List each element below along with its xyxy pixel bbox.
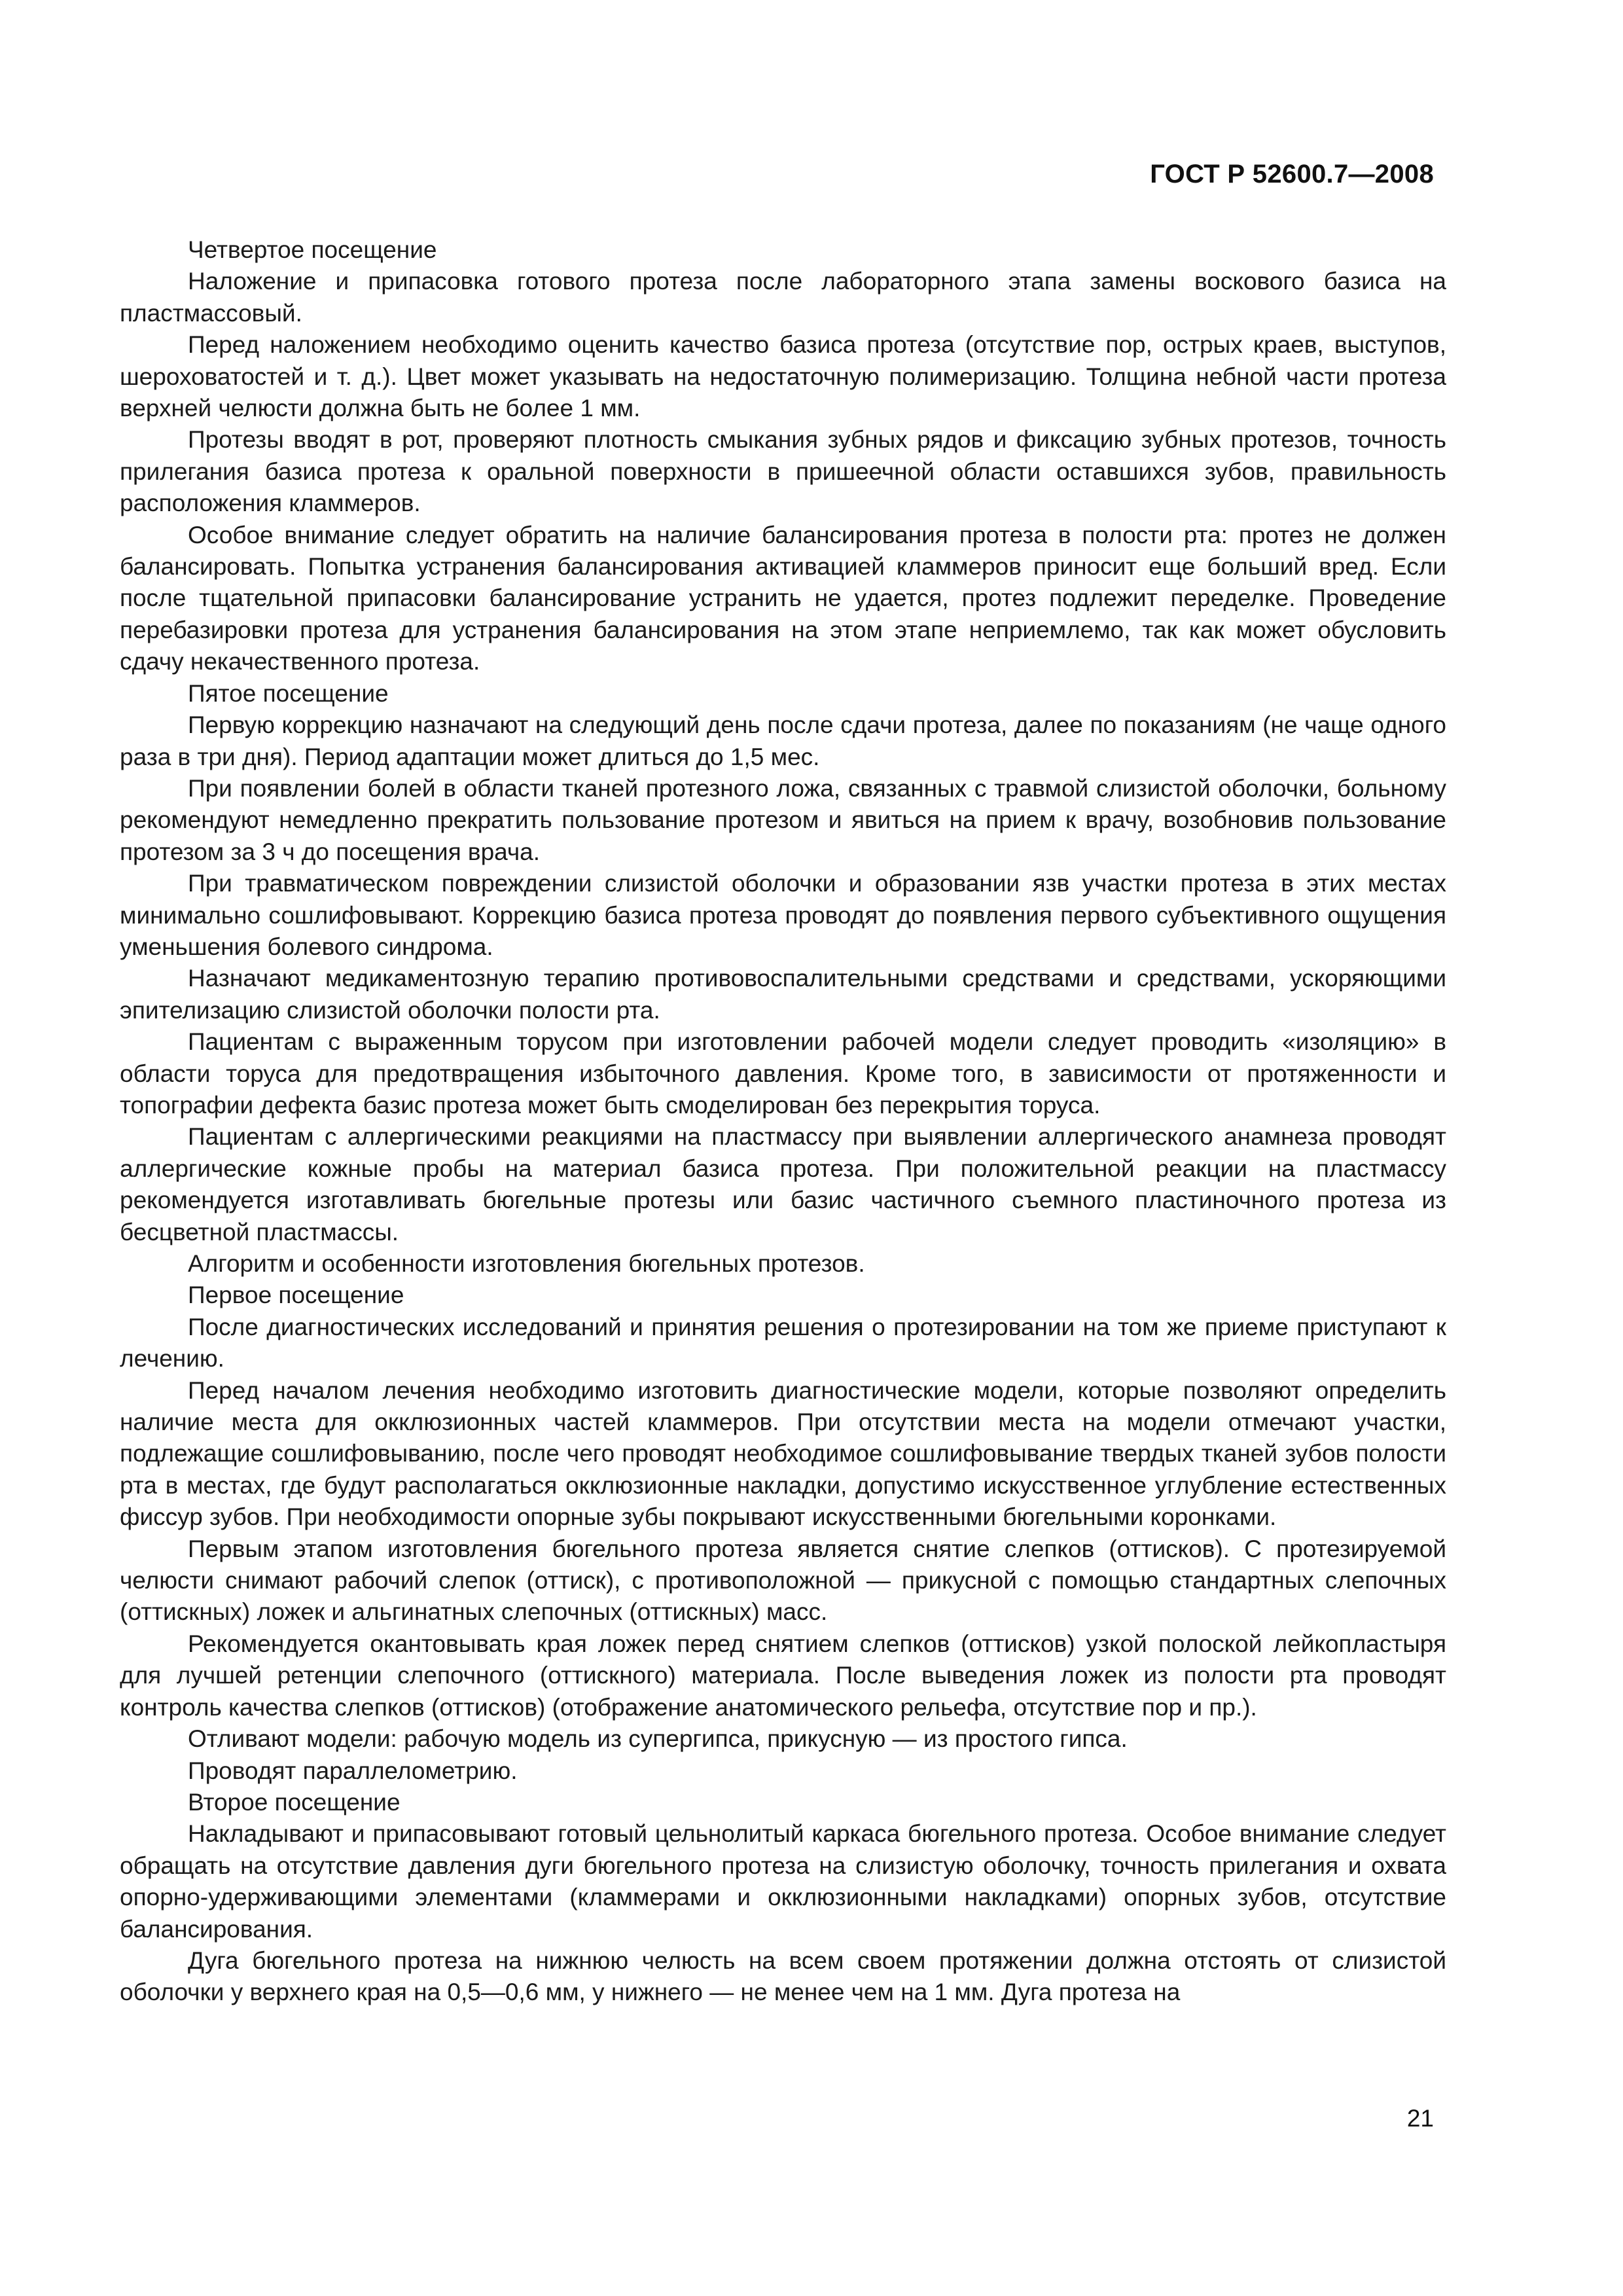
paragraph: Перед наложением необходимо оценить качество базиса протеза (отсутствие пор, острых краев, выступов, шероховатостей и т. д.). Цвет может указывать на недостаточную полимеризацию. Толщина небной части протеза верхней челюсти должна быть не более 1 мм. (120, 331, 1446, 422)
paragraph: Накладывают и припасовывают готовый цельнолитый каркаса бюгельного протеза. Особое внимание следует обращать на отсутствие давления дуги бюгельного протеза на слизистую оболочку, точность прилегания и охвата опорно-удерживающими элементами (кламмерами и окклюзионными накладками) опорных зубов, отсутствие балансирования. (120, 1820, 1446, 1943)
paragraph: После диагностических исследований и принятия решения о протезировании на том же приеме приступают к лечению. (120, 1313, 1446, 1372)
body-text (120, 234, 1446, 2009)
paragraph: Первую коррекцию назначают на следующий день после сдачи протеза, далее по показаниям (не чаще одного раза в три дня). Период адаптации может длиться до 1,5 мес. (120, 711, 1446, 770)
paragraph: Наложение и припасовка готового протеза после лабораторного этапа замены воскового базиса на пластмассовый. (120, 268, 1446, 327)
paragraph: Назначают медикаментозную терапию противовоспалительными средствами и средствами, ускоряющими эпителизацию слизистой оболочки полости рта. (120, 965, 1446, 1024)
paragraph: Протезы вводят в рот, проверяют плотность смыкания зубных рядов и фиксацию зубных протезов, точность прилегания базиса протеза к оральной поверхности в пришеечной области оставшихся зубов, правильность расположения кламмеров. (120, 426, 1446, 517)
paragraph: При травматическом повреждении слизистой оболочки и образовании язв участки протеза в этих местах минимально сошлифовывают. Коррекцию базиса протеза проводят до появления первого субъективного ощущения уменьшения болевого синдрома. (120, 870, 1446, 960)
paragraph: Дуга бюгельного протеза на нижнюю челюсть на всем своем протяжении должна отстоять от слизистой оболочки у верхнего края на 0,5—0,6 мм, у нижнего — не менее чем на 1 мм. Дуга протеза на (120, 1946, 1446, 2006)
page-number: 21 (1406, 2105, 1434, 2132)
paragraph: Алгоритм и особенности изготовления бюгельных протезов. (188, 1250, 865, 1277)
paragraph: Первым этапом изготовления бюгельного протеза является снятие слепков (оттисков). С протезируемой челюсти снимают рабочий слепок (оттиск), с противоположной — прикусной с помощью стандартных слепочных (оттискных) ложек и альгинатных слепочных (оттискных) масс. (120, 1535, 1446, 1626)
paragraph: Второе посещение (188, 1788, 401, 1816)
paragraph: Проводят параллелометрию. (188, 1757, 518, 1784)
paragraph: Особое внимание следует обратить на наличие балансирования протеза в полости рта: протез не должен балансировать. Попытка устранения балансирования активацией кламмеров приносит еще больший вред. Если после тщательной припасовки балансирование устранить не удается, протез подлежит переделке. Проведение перебазировки протеза для устранения балансирования на этом этапе неприемлемо, так как может обусловить сдачу некачественного протеза. (120, 521, 1446, 675)
paragraph: Пятое посещение (188, 679, 389, 707)
paragraph: При появлении болей в области тканей протезного ложа, связанных с травмой слизистой оболочки, больному рекомендуют немедленно прекратить пользование протезом и явиться на прием к врачу, возобновив пользование протезом за 3 ч до посещения врача. (120, 774, 1446, 865)
paragraph: Пациентам с выраженным торусом при изготовлении рабочей модели следует проводить «изоляцию» в области торуса для предотвращения избыточного давления. Кроме того, в зависимости от протяженности и топографии дефекта базис протеза может быть смоделирован без перекрытия торуса. (120, 1028, 1446, 1119)
document-code-header: ГОСТ Р 52600.7—2008 (1150, 160, 1434, 188)
paragraph: Четвертое посещение (188, 236, 437, 263)
paragraph: Пациентам с аллергическими реакциями на пластмассу при выявлении аллергического анамнеза проводят аллергические кожные пробы на материал базиса протеза. При положительной реакции на пластмассу рекомендуется изготавливать бюгельные протезы или базис частичного съемного пластиночного протеза из бесцветной пластмассы. (120, 1123, 1446, 1246)
paragraph: Отливают модели: рабочую модель из супергипса, прикусную — из простого гипса. (188, 1725, 1128, 1753)
paragraph: Перед началом лечения необходимо изготовить диагностические модели, которые позволяют определить наличие места для окклюзионных частей кламмеров. При отсутствии места на модели отмечают участки, подлежащие сошлифовыванию, после чего проводят необходимое сошлифовывание твердых тканей зубов полости рта в местах, где будут располагаться окклюзионные накладки, допустимо искусственное углубление естественных фиссур зубов. При необходимости опорные зубы покрывают искусственными бюгельными коронками. (120, 1376, 1446, 1531)
paragraph: Рекомендуется окантовывать края ложек перед снятием слепков (оттисков) узкой полоской лейкопластыря для лучшей ретенции слепочного (оттискного) материала. После выведения ложек из полости рта проводят контроль качества слепков (оттисков) (отображение анатомического рельефа, отсутствие пор и пр.). (120, 1630, 1446, 1721)
paragraph: Первое посещение (188, 1282, 404, 1309)
